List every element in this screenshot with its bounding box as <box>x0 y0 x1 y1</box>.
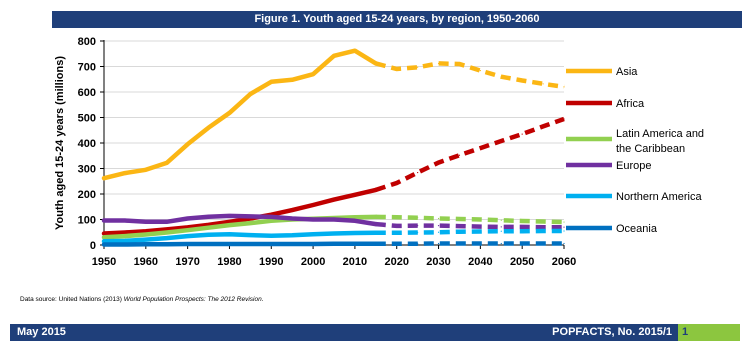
data-point <box>124 244 125 245</box>
data-point <box>166 221 167 222</box>
data-point <box>103 241 104 242</box>
y-tick-label: 700 <box>77 61 96 74</box>
data-point <box>354 243 355 244</box>
data-point <box>103 244 104 245</box>
data-point <box>292 243 293 244</box>
data-point <box>187 243 188 244</box>
data-point <box>145 244 146 245</box>
data-point <box>145 239 146 240</box>
page-number-box <box>678 324 740 341</box>
data-point <box>187 144 188 145</box>
data-point <box>563 243 564 244</box>
data-point <box>480 70 481 71</box>
data-point <box>208 227 209 228</box>
series-asia <box>103 50 564 179</box>
data-point <box>124 172 125 173</box>
data-point <box>417 225 418 226</box>
legend-item <box>566 191 702 203</box>
data-point <box>333 219 334 220</box>
y-tick-label: 500 <box>77 112 96 125</box>
data-point <box>396 217 397 218</box>
y-tick-label: 200 <box>77 189 96 201</box>
legend <box>566 66 704 235</box>
source-publication: World Population Prospects: The 2012 Revision. <box>123 296 264 303</box>
data-point <box>312 234 313 235</box>
data-point <box>333 199 334 200</box>
y-tick-label: 800 <box>77 36 96 48</box>
data-point <box>542 230 543 231</box>
legend-label: Europe <box>616 160 652 172</box>
data-point <box>229 243 230 244</box>
data-point <box>542 243 543 244</box>
data-point <box>354 217 355 218</box>
legend-item <box>566 98 645 110</box>
series-line-estimates <box>104 190 376 234</box>
data-point <box>292 218 293 219</box>
data-point <box>312 243 313 244</box>
series-line-projection <box>376 224 564 227</box>
data-point <box>542 221 543 222</box>
data-point <box>250 93 251 94</box>
series-layer <box>103 50 564 245</box>
footer-date: May 2015 <box>17 326 66 338</box>
data-point <box>501 243 502 244</box>
data-point <box>312 219 313 220</box>
data-point <box>417 67 418 68</box>
data-point <box>333 233 334 234</box>
data-point <box>250 216 251 217</box>
data-point <box>124 232 125 233</box>
legend-label: Asia <box>616 66 638 78</box>
data-point <box>208 243 209 244</box>
data-point <box>438 162 439 163</box>
x-tick-label: 1990 <box>259 256 284 268</box>
data-point <box>375 223 376 224</box>
data-point <box>354 220 355 221</box>
data-point <box>501 226 502 227</box>
data-point <box>229 112 230 113</box>
data-point <box>438 218 439 219</box>
data-point <box>480 219 481 220</box>
data-point <box>375 232 376 233</box>
data-point <box>312 204 313 205</box>
data-point <box>459 218 460 219</box>
data-point <box>354 232 355 233</box>
data-point <box>375 243 376 244</box>
data-point <box>396 68 397 69</box>
data-point <box>145 234 146 235</box>
data-point <box>396 243 397 244</box>
data-point <box>522 231 523 232</box>
data-point <box>166 244 167 245</box>
series-line-estimates <box>104 244 376 245</box>
data-point <box>563 118 564 119</box>
data-point <box>459 155 460 156</box>
data-point <box>166 232 167 233</box>
x-tick-label: 1950 <box>91 256 117 268</box>
data-point <box>501 76 502 77</box>
data-point <box>417 172 418 173</box>
data-point <box>522 226 523 227</box>
data-point <box>438 243 439 244</box>
data-point <box>438 232 439 233</box>
data-point <box>187 230 188 231</box>
data-point <box>522 243 523 244</box>
data-point <box>501 140 502 141</box>
legend-label: Oceania <box>616 223 657 235</box>
data-point <box>271 220 272 221</box>
footer-series: POPFACTS, No. 2015/1 <box>552 326 672 338</box>
data-point <box>124 235 125 236</box>
footer-bar <box>10 324 678 341</box>
data-point <box>166 229 167 230</box>
data-point <box>459 226 460 227</box>
data-point <box>480 243 481 244</box>
data-point <box>229 225 230 226</box>
data-point <box>103 178 104 179</box>
data-point <box>542 227 543 228</box>
x-tick-label: 1980 <box>217 256 242 268</box>
x-tick-label: 1970 <box>175 256 200 268</box>
data-point <box>396 182 397 183</box>
page-number: 1 <box>682 326 689 338</box>
legend-label: Latin America and the Caribbean <box>616 128 705 155</box>
data-point <box>271 216 272 217</box>
data-point <box>124 240 125 241</box>
legend-item <box>566 223 658 235</box>
data-point <box>250 222 251 223</box>
gridlines <box>104 41 564 220</box>
y-tick-label: 400 <box>77 138 96 150</box>
data-point <box>229 221 230 222</box>
x-tick-label: 2050 <box>509 256 535 268</box>
data-point <box>208 127 209 128</box>
data-point <box>459 63 460 64</box>
data-point <box>103 233 104 234</box>
data-point <box>166 162 167 163</box>
data-point <box>480 148 481 149</box>
x-tick-label: 2010 <box>342 256 368 268</box>
data-point <box>480 226 481 227</box>
data-point <box>229 234 230 235</box>
legend-label: Northern America <box>616 191 702 203</box>
data-point <box>417 243 418 244</box>
y-axis-ticks <box>78 36 104 252</box>
y-tick-label: 100 <box>77 214 96 227</box>
data-point <box>542 83 543 84</box>
data-point <box>292 79 293 80</box>
x-tick-label: 2020 <box>384 256 409 268</box>
data-point <box>375 63 376 64</box>
data-point <box>459 243 460 244</box>
data-point <box>103 220 104 221</box>
x-tick-label: 1960 <box>133 256 159 268</box>
data-point <box>501 231 502 232</box>
data-point <box>438 225 439 226</box>
legend-item <box>566 66 638 78</box>
data-point <box>354 50 355 51</box>
data-point <box>187 218 188 219</box>
data-point <box>542 126 543 127</box>
x-tick-label: 2000 <box>300 256 326 268</box>
data-point <box>522 80 523 81</box>
data-point <box>312 74 313 75</box>
data-point <box>208 234 209 235</box>
y-tick-label: 600 <box>77 87 96 99</box>
data-point <box>103 237 104 238</box>
data-point <box>208 216 209 217</box>
series-line-projection <box>376 231 564 233</box>
data-point <box>145 231 146 232</box>
x-tick-label: 2040 <box>468 256 493 268</box>
y-tick-label: 300 <box>77 163 96 176</box>
data-point <box>292 235 293 236</box>
data-point <box>250 234 251 235</box>
data-point <box>271 235 272 236</box>
data-point <box>333 55 334 56</box>
series-line-estimates <box>104 51 376 179</box>
source-prefix: Data source: United Nations (2013) <box>20 296 124 303</box>
data-point <box>354 194 355 195</box>
data-point <box>563 221 564 222</box>
series-line-projection <box>376 119 564 190</box>
data-source-note <box>20 296 264 303</box>
data-point <box>250 243 251 244</box>
data-point <box>522 220 523 221</box>
data-point <box>396 232 397 233</box>
data-point <box>396 225 397 226</box>
data-point <box>375 189 376 190</box>
data-point <box>271 243 272 244</box>
y-axis-label: Youth aged 15-24 years (millions) <box>54 55 66 231</box>
data-point <box>145 221 146 222</box>
legend-item <box>566 128 704 155</box>
data-point <box>417 217 418 218</box>
data-point <box>459 231 460 232</box>
data-point <box>480 231 481 232</box>
legend-item <box>566 160 651 172</box>
legend-label: Africa <box>616 98 645 110</box>
data-point <box>208 224 209 225</box>
data-point <box>166 238 167 239</box>
data-point <box>375 216 376 217</box>
data-point <box>563 227 564 228</box>
x-tick-label: 2030 <box>426 256 451 268</box>
data-point <box>438 63 439 64</box>
x-tick-label: 2060 <box>551 256 577 268</box>
data-point <box>187 235 188 236</box>
data-point <box>333 243 334 244</box>
x-axis-ticks <box>92 245 576 268</box>
data-point <box>271 81 272 82</box>
figure-title: Figure 1. Youth aged 15-24 years, by region, 1950-2060 <box>52 11 742 28</box>
series-oceania <box>103 243 564 245</box>
data-point <box>292 209 293 210</box>
data-point <box>229 215 230 216</box>
data-point <box>145 169 146 170</box>
data-point <box>124 220 125 221</box>
data-point <box>501 220 502 221</box>
data-point <box>417 232 418 233</box>
data-point <box>522 133 523 134</box>
data-point <box>563 230 564 231</box>
data-point <box>187 227 188 228</box>
y-tick-label: 0 <box>89 240 96 252</box>
data-point <box>563 86 564 87</box>
